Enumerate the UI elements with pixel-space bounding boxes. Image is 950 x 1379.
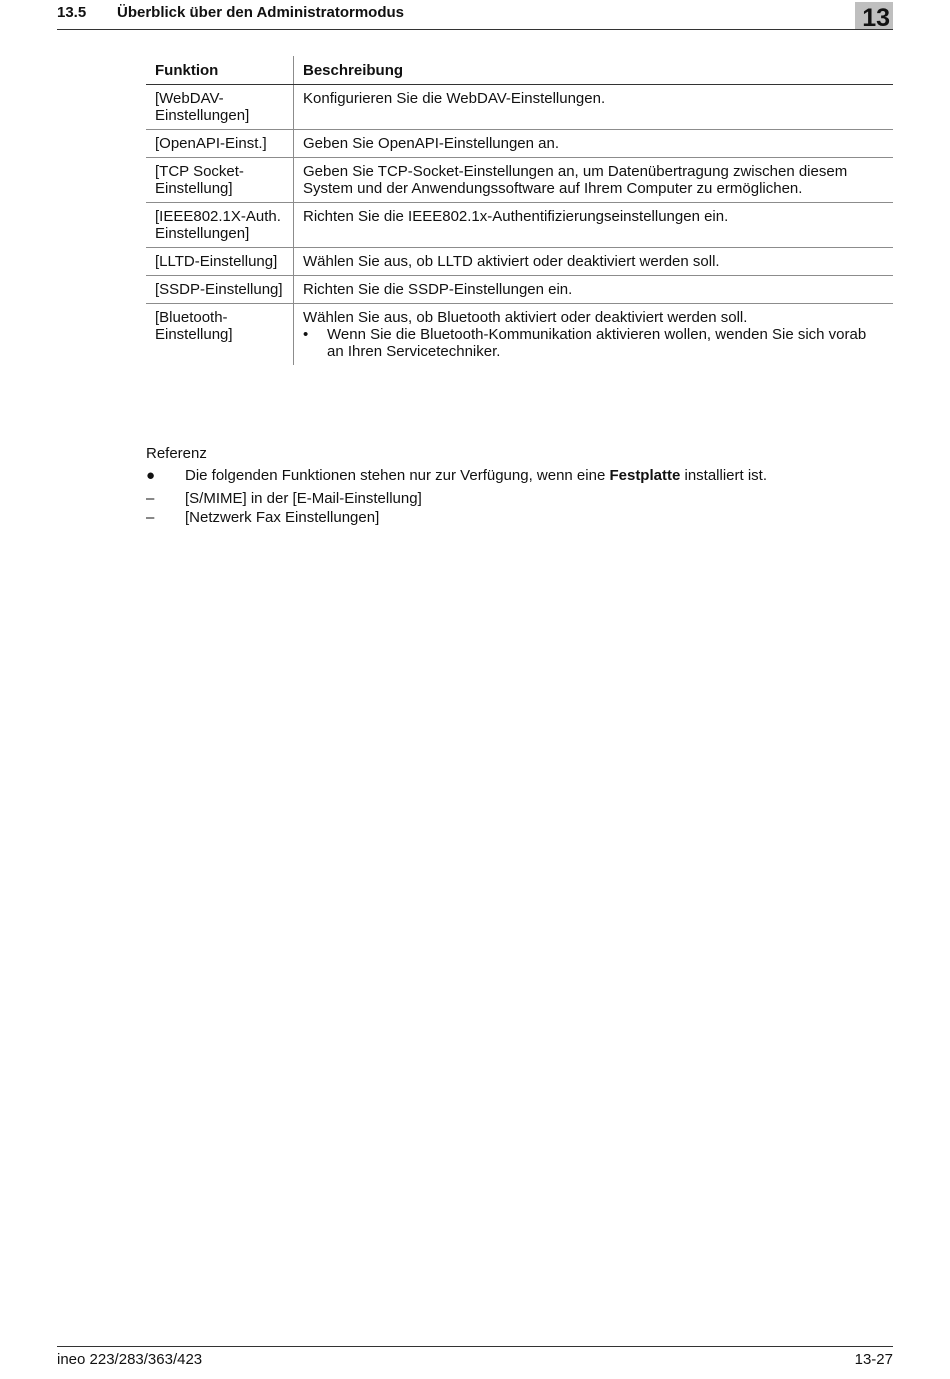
function-cell: [LLTD-Einstellung]: [146, 248, 294, 276]
function-cell: [TCP Socket-Einstellung]: [146, 158, 294, 203]
dash-bullet-icon: –: [146, 490, 155, 507]
reference-item-text: [S/MIME] in der [E-Mail-Einstellung]: [185, 490, 422, 507]
description-cell: Richten Sie die SSDP-Einstellungen ein.: [294, 276, 894, 304]
reference-item-text: [Netzwerk Fax Einstellungen]: [185, 509, 380, 526]
page-header: [57, 0, 893, 30]
description-cell: [294, 304, 894, 366]
description-cell: Geben Sie OpenAPI-Einstellungen an.: [294, 130, 894, 158]
description-bullet: [303, 326, 885, 360]
reference-note-text: Die folgenden Funktionen stehen nur zur Verfügung, wenn eine Festplatte installiert ist.: [185, 467, 768, 484]
reference-title: Referenz: [146, 445, 207, 462]
table-row: [146, 248, 893, 276]
function-cell: [WebDAV-Einstellungen]: [146, 85, 294, 130]
emphasis-text: Festplatte: [609, 467, 681, 484]
description-cell: Geben Sie TCP-Socket-Einstellungen an, um Datenübertragung zwischen diesem System und der Anwendungssoftware auf Ihrem Computer zu ermöglichen.: [294, 158, 894, 203]
description-cell: Konfigurieren Sie die WebDAV-Einstellungen.: [294, 85, 894, 130]
table-row: [146, 276, 893, 304]
dash-bullet-icon: –: [146, 509, 155, 526]
footer-model: ineo 223/283/363/423: [57, 1351, 203, 1368]
description-cell: Richten Sie die IEEE802.1x-Authentifizierungseinstellungen ein.: [294, 203, 894, 248]
table-header-row: [146, 56, 893, 85]
table-row: [146, 85, 893, 130]
section-number: 13.5: [57, 4, 87, 21]
function-cell: [SSDP-Einstellung]: [146, 276, 294, 304]
page-number: 13-27: [854, 1351, 893, 1368]
page-footer: [57, 1346, 893, 1368]
bullet-text: Wenn Sie die Bluetooth-Kommunikation aktivieren wollen, wenden Sie sich vorab an Ihren Servicetechniker.: [327, 326, 867, 360]
column-header-description: Beschreibung: [294, 56, 894, 85]
chapter-number: 13: [862, 4, 890, 32]
chapter-tab: [855, 2, 893, 32]
section-title: Überblick über den Administratormodus: [117, 4, 404, 21]
description-cell: Wählen Sie aus, ob LLTD aktiviert oder deaktiviert werden soll.: [294, 248, 894, 276]
table-row: [146, 130, 893, 158]
column-header-function: Funktion: [146, 56, 294, 85]
table-row: [146, 304, 893, 366]
function-cell: [IEEE802.1X-Auth. Einstellungen]: [146, 203, 294, 248]
description-text: Wählen Sie aus, ob Bluetooth aktiviert oder deaktiviert werden soll.: [303, 309, 748, 326]
bullet-dot-icon: •: [303, 326, 309, 343]
table-row: [146, 203, 893, 248]
function-cell: [OpenAPI-Einst.]: [146, 130, 294, 158]
function-cell: [Bluetooth-Einstellung]: [146, 304, 294, 366]
function-table: [146, 56, 893, 365]
filled-circle-bullet-icon: ●: [146, 467, 156, 484]
table-row: [146, 158, 893, 203]
